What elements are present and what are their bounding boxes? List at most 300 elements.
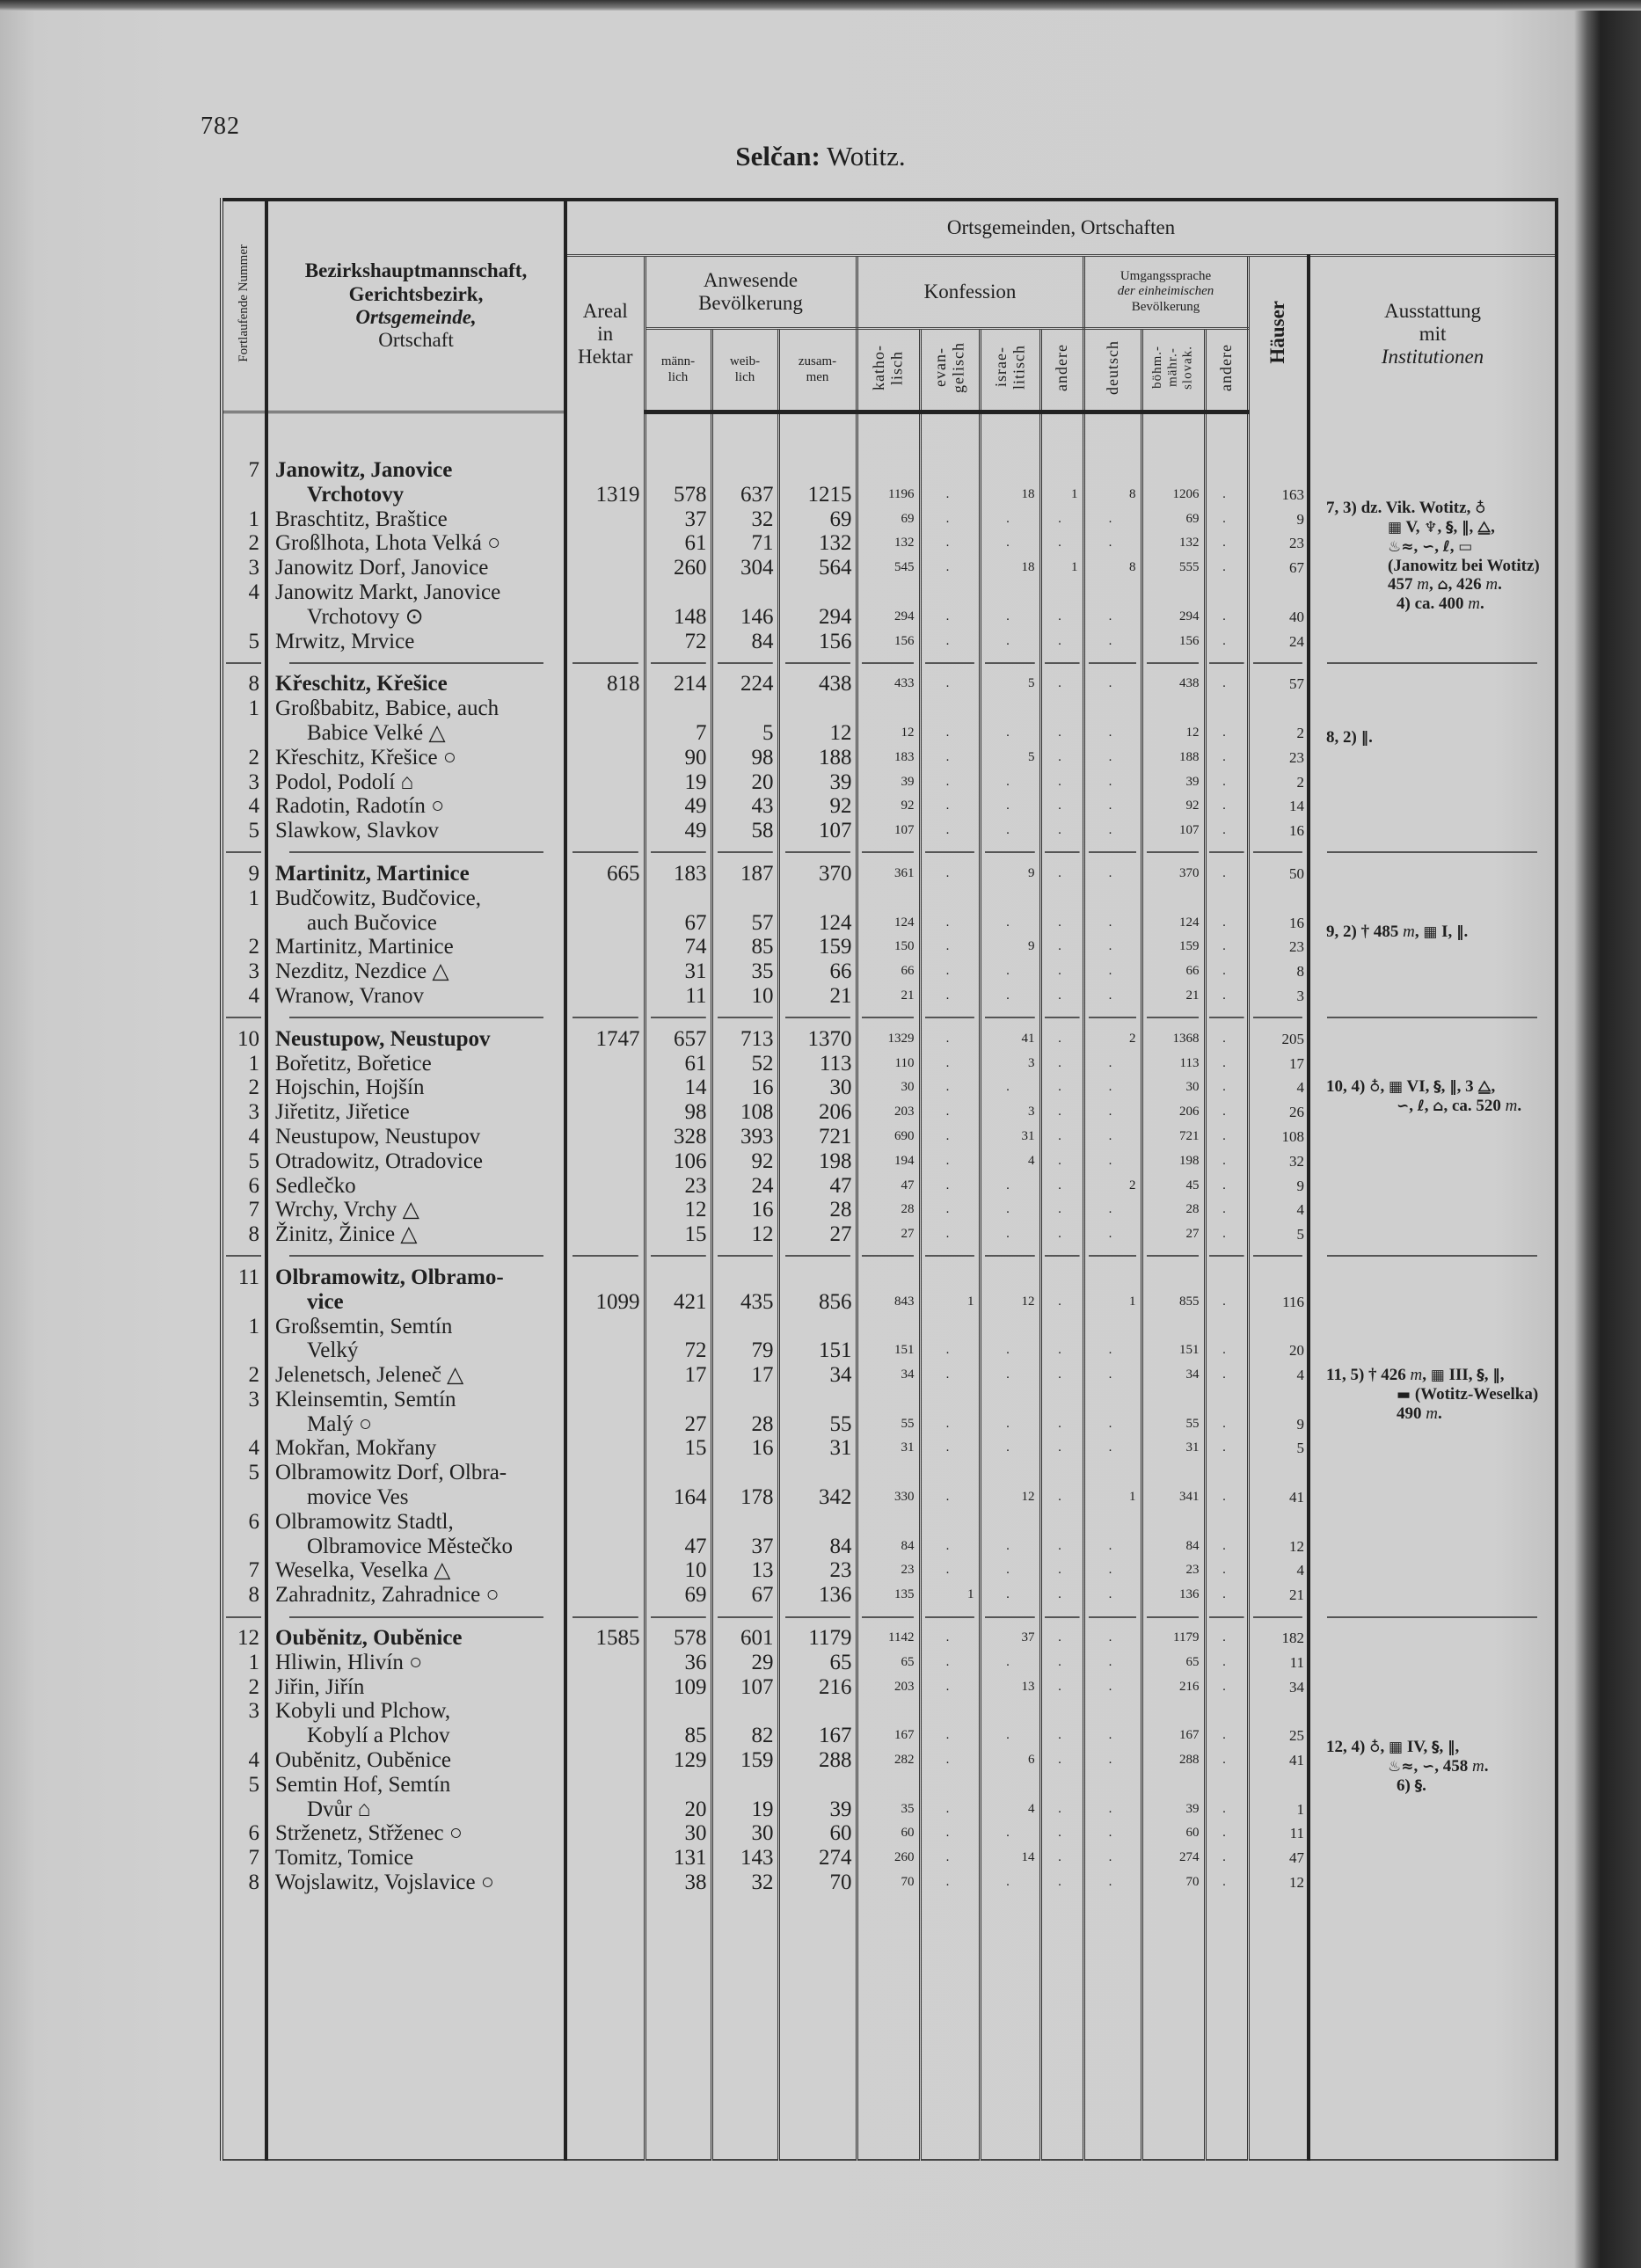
german-value: . [1083,770,1141,795]
other-confession-value: . [1040,959,1083,984]
facilities-note-text: , ca. 520 [1443,1096,1506,1115]
header-language-line: der einheimischen [1117,284,1214,299]
evangelical-value: . [920,556,980,580]
german-value: 1 [1083,1461,1141,1510]
catholic-value: 28 [857,1198,920,1222]
female-value: 637 [711,458,778,507]
place-name-line: Oubĕnitz, Oubĕnice [275,1626,463,1651]
female-value: 12 [711,1222,778,1247]
other-confession-value: . [1040,984,1083,1009]
separator-cell [1309,653,1557,672]
evangelical-value: . [920,1821,980,1846]
facilities-note-text: , [1440,1076,1450,1096]
area-hectares [565,984,645,1009]
court-icon: § [1414,1777,1423,1796]
other-language-value: . [1205,1100,1248,1125]
place-name-line: vice [307,1289,344,1314]
israelite-value: 41 [980,1027,1040,1052]
facilities-group [1310,1738,1555,1796]
other-confession-value: . [1040,1846,1083,1871]
catholic-value: 84 [857,1510,920,1559]
facilities-note-text: , [1434,537,1443,556]
total-value: 151 [778,1315,857,1364]
evangelical-value: . [920,746,980,770]
evangelical-value: . [920,1388,980,1437]
israelite-value: . [980,1436,1040,1461]
total-value: 438 [778,672,857,696]
running-head-court: Wotitz. [820,141,906,171]
houses-value: 16 [1248,819,1309,843]
header-male [645,329,711,412]
row-number: 5 [222,1773,266,1822]
male-value: 328 [645,1125,711,1149]
male-value: 19 [645,770,711,795]
facilities-note-line [1326,1757,1546,1776]
evangelical-value: . [920,1699,980,1748]
czech-value: 132 [1141,531,1205,556]
group-separator [222,1247,1557,1265]
facilities-note-text: , [1428,575,1438,594]
other-confession-value: . [1040,1198,1083,1222]
row-number: 8 [222,1583,266,1608]
catholic-value: 294 [857,580,920,630]
male-value: 214 [645,672,711,696]
facilities-note-text: , [1437,518,1446,536]
header-population-line: Anwesende [703,268,799,291]
other-language-value: . [1205,1558,1248,1583]
facilities-note-text: 6) [1397,1776,1415,1796]
male-value: 72 [645,630,711,654]
other-confession-value: . [1040,1558,1083,1583]
separator-cell [711,653,778,672]
facilities-note-text: , [1413,1757,1422,1776]
separator-cell [1309,843,1557,862]
total-value: 92 [778,794,857,819]
german-value: . [1083,1149,1141,1174]
place-name-line: Vrchotovy [307,482,405,507]
header-language-line: Bevölkerung [1131,299,1200,314]
header-facilities [1309,256,1557,412]
place-name-line: Oubĕnitz, Oubĕnice [275,1748,451,1773]
separator-cell [1248,653,1309,672]
place-name [266,1363,565,1388]
israelite-value: 13 [980,1675,1040,1700]
header-facilities-line: mit [1419,323,1447,346]
german-value: . [1083,1558,1141,1583]
evangelical-value: . [920,959,980,984]
row-number: 2 [222,1076,266,1100]
filler-cell [1083,1895,1141,2160]
czech-value: 55 [1141,1388,1205,1437]
catholic-value: 150 [857,935,920,959]
german-value: . [1083,819,1141,843]
houses-value: 23 [1248,935,1309,959]
place-name [266,1222,565,1247]
place-name [266,1558,565,1583]
place-name-line: Babice Velké △ [307,720,446,745]
place-name-line: Olbramowitz Stadtl, [275,1509,454,1534]
facilities-note-text: , [1449,537,1459,556]
steam-mill-icon: ♨≈ [1388,1758,1414,1776]
other-language-value: . [1205,984,1248,1009]
facilities-note-line [1326,575,1546,594]
male-value: 260 [645,556,711,580]
israelite-value: . [980,886,1040,936]
german-value: . [1083,1125,1141,1149]
separator-cell [1083,1608,1141,1626]
catholic-value: 545 [857,556,920,580]
place-name [266,886,565,936]
czech-value: 855 [1141,1265,1205,1315]
area-hectares [565,1675,645,1700]
place-name-line: Sedlečko [275,1173,356,1198]
total-value: 31 [778,1436,857,1461]
spacer-row [222,412,1557,459]
area-hectares [565,1198,645,1222]
german-value: . [1083,1583,1141,1608]
evangelical-value: . [920,1748,980,1773]
male-value: 47 [645,1510,711,1559]
israelite-value: . [980,1363,1040,1388]
filler-cell [222,1895,266,2160]
doctor-icon: ‖ [1492,1366,1500,1384]
other-language-value: . [1205,1149,1248,1174]
area-hectares: 1585 [565,1626,645,1651]
facilities-note-text: VI, [1403,1076,1434,1096]
facilities-note-text: , [1499,1365,1505,1384]
header-other-confession [1040,329,1083,412]
other-confession-value: . [1040,1363,1083,1388]
israelite-value: 4 [980,1773,1040,1822]
houses-value: 5 [1248,1436,1309,1461]
other-confession-value: . [1040,507,1083,532]
catholic-value: 31 [857,1436,920,1461]
evangelical-value: . [920,696,980,746]
unit-meters: m [1410,1365,1423,1384]
female-value: 146 [711,580,778,630]
row-number: 6 [222,1510,266,1559]
female-value: 143 [711,1846,778,1871]
houses-value: 41 [1248,1461,1309,1510]
czech-value: 34 [1141,1363,1205,1388]
female-value: 5 [711,696,778,746]
separator-cell [645,653,711,672]
evangelical-value: . [920,1174,980,1199]
area-hectares [565,1052,645,1076]
separator-cell [980,1608,1040,1626]
houses-value: 20 [1248,1315,1309,1364]
other-confession-value: . [1040,819,1083,843]
israelite-value: . [980,1174,1040,1199]
israelite-value: 31 [980,1125,1040,1149]
houses-value: 4 [1248,1198,1309,1222]
houses-value: 57 [1248,672,1309,696]
female-value: 393 [711,1125,778,1149]
facilities-note-text: , 426 [1448,575,1486,594]
place-name [266,696,565,746]
other-language-value: . [1205,1436,1248,1461]
area-hectares [565,696,645,746]
houses-value: 116 [1248,1265,1309,1315]
separator-cell [645,1608,711,1626]
separator-cell [920,1608,980,1626]
evangelical-value: . [920,1315,980,1364]
total-value: 370 [778,862,857,886]
place-name-line: Olbramowitz Dorf, Olbra- [275,1461,507,1485]
facilities-note-text: , [1469,518,1477,536]
female-value: 16 [711,1198,778,1222]
station-icon: ⌂ [1437,576,1448,594]
german-value: . [1083,1076,1141,1100]
place-name-line: Mrwitz, Mrvice [275,629,415,653]
place-name-line: Kleinsemtin, Semtín [275,1387,456,1411]
evangelical-value: . [920,630,980,654]
israelite-value: . [980,1076,1040,1100]
other-confession-value: . [1040,1076,1083,1100]
facilities-cell [1309,1265,1557,1608]
place-name [266,458,565,507]
facilities-note-text: , [1491,1076,1496,1096]
evangelical-value: . [920,580,980,630]
czech-value: 274 [1141,1846,1205,1871]
other-language-value: . [1205,1821,1248,1846]
other-confession-value: . [1040,1149,1083,1174]
header-other-confession-label: andere [1053,343,1071,391]
table-body [222,412,1557,2160]
place-name [266,819,565,843]
other-confession-value: . [1040,1626,1083,1651]
place-name [266,1846,565,1871]
unit-meters: m [1417,575,1429,594]
header-male-line: männ- [660,354,696,369]
total-value: 23 [778,1558,857,1583]
facilities-note-text: V, [1402,518,1425,536]
municipality-row [222,1626,1557,1651]
female-value: 187 [711,862,778,886]
row-number: 7 [222,458,266,507]
facilities-note-text: . [1484,1757,1489,1776]
israelite-value: . [980,1388,1040,1437]
area-hectares: 818 [565,672,645,696]
separator-cell [1141,1247,1205,1265]
catholic-value: 1142 [857,1626,920,1651]
catholic-value: 843 [857,1265,920,1315]
total-value: 107 [778,819,857,843]
row-number: 5 [222,1461,266,1510]
header-female [711,329,778,412]
evangelical-value: . [920,984,980,1009]
total-value: 198 [778,1149,857,1174]
houses-value: 47 [1248,1846,1309,1871]
separator-cell [1040,1009,1083,1027]
row-number: 2 [222,1363,266,1388]
other-confession-value: . [1040,1583,1083,1608]
houses-value: 12 [1248,1871,1309,1895]
other-confession-value: . [1040,1675,1083,1700]
houses-value: 1 [1248,1773,1309,1822]
place-name [266,1027,565,1052]
catholic-value: 151 [857,1315,920,1364]
header-german [1083,329,1141,412]
facilities-note [1310,1077,1555,1116]
houses-value: 34 [1248,1675,1309,1700]
separator-cell [565,843,645,862]
evangelical-value: . [920,1198,980,1222]
facilities-note-text: 490 [1397,1404,1426,1423]
separator-cell [222,653,266,672]
other-confession-value: . [1040,1436,1083,1461]
czech-value: 555 [1141,556,1205,580]
other-language-value: . [1205,886,1248,936]
filler-cell [1248,1895,1309,2160]
total-value: 39 [778,770,857,795]
houses-value: 14 [1248,794,1309,819]
male-value: 90 [645,746,711,770]
row-number: 8 [222,672,266,696]
male-value: 12 [645,1198,711,1222]
row-number: 4 [222,1436,266,1461]
total-value: 288 [778,1748,857,1773]
row-number: 2 [222,531,266,556]
other-language-value: . [1205,1675,1248,1700]
german-value: 2 [1083,1174,1141,1199]
separator-cell [711,1009,778,1027]
german-value: 8 [1083,458,1141,507]
total-value: 124 [778,886,857,936]
evangelical-value: . [920,1626,980,1651]
other-language-value: . [1205,1363,1248,1388]
court-icon: § [1477,1366,1484,1384]
male-value: 131 [645,1846,711,1871]
header-catholic-line: lisch [888,350,906,385]
catholic-value: 1329 [857,1027,920,1052]
catholic-value: 66 [857,959,920,984]
total-value: 60 [778,1821,857,1846]
houses-value: 23 [1248,746,1309,770]
facilities-note [1310,1738,1555,1796]
czech-value: 27 [1141,1222,1205,1247]
place-name-line: Jelenetsch, Jeleneč △ [275,1363,464,1388]
facilities-group [1310,923,1555,942]
male-value: 38 [645,1871,711,1895]
place-name-line: Kobylí a Plchov [307,1724,450,1748]
place-name-line: Křeschitz, Křešice ○ [275,745,456,769]
place-name [266,1461,565,1510]
israelite-value: . [980,1558,1040,1583]
czech-value: 206 [1141,1100,1205,1125]
facilities-note-text: . [1463,922,1469,941]
evangelical-value: 1 [920,1265,980,1315]
female-value: 304 [711,556,778,580]
total-value: 113 [778,1052,857,1076]
row-number: 3 [222,1100,266,1125]
unit-meters: m [1403,922,1415,941]
israelite-value: 3 [980,1052,1040,1076]
czech-value: 30 [1141,1076,1205,1100]
catholic-value: 110 [857,1052,920,1076]
czech-value: 12 [1141,696,1205,746]
header-serial-number [222,200,266,412]
catholic-value: 132 [857,531,920,556]
place-name [266,746,565,770]
facilities-note-text: (Wotitz-Weselka) [1411,1384,1539,1404]
czech-value: 45 [1141,1174,1205,1199]
place-name [266,531,565,556]
czech-value: 66 [1141,959,1205,984]
group-separator [222,843,1557,862]
israelite-value: . [980,630,1040,654]
area-hectares [565,1125,645,1149]
israelite-value: 9 [980,935,1040,959]
catholic-value: 124 [857,886,920,936]
other-confession-value: . [1040,1100,1083,1125]
place-name-line: Malý ○ [307,1411,373,1436]
czech-value: 1179 [1141,1626,1205,1651]
separator-cell [1248,843,1309,862]
place-name-line: Křeschitz, Křešice [275,672,448,696]
houses-value: 24 [1248,630,1309,654]
israelite-value: . [980,580,1040,630]
houses-value: 2 [1248,770,1309,795]
separator-cell [1141,1608,1205,1626]
other-confession-value: 1 [1040,556,1083,580]
separator-cell [222,1608,266,1626]
other-confession-value: . [1040,1871,1083,1895]
other-language-value: . [1205,1871,1248,1895]
area-hectares [565,507,645,532]
place-name-line: Martinitz, Martinice [275,861,470,886]
filler-cell [980,1895,1040,2160]
czech-value: 370 [1141,862,1205,886]
male-value: 49 [645,819,711,843]
area-hectares [565,1436,645,1461]
other-language-value: . [1205,458,1248,507]
header-facilities-line: Ausstattung [1384,299,1481,322]
czech-value: 92 [1141,794,1205,819]
evangelical-value: . [920,935,980,959]
evangelical-value: . [920,672,980,696]
running-head-district: Selčan: [735,141,820,171]
female-value: 98 [711,746,778,770]
separator-cell [920,653,980,672]
german-value: . [1083,1626,1141,1651]
male-value: 67 [645,886,711,936]
facilities-note-text: , [1380,1738,1389,1757]
separator-cell [1083,843,1141,862]
facilities-note-line [1326,557,1546,575]
male-value: 657 [645,1027,711,1052]
other-confession-value: . [1040,1174,1083,1199]
facilities-note-line [1326,518,1546,537]
israelite-value: . [980,984,1040,1009]
place-name-line: Otradowitz, Otradovice [275,1149,484,1173]
place-name-line: Wranow, Vranov [275,983,424,1008]
male-value: 37 [645,507,711,532]
facilities-note-text: . [1498,575,1502,594]
place-name [266,1100,565,1125]
german-value: . [1083,1100,1141,1125]
german-value: . [1083,531,1141,556]
houses-value: 5 [1248,1222,1309,1247]
place-name [266,1149,565,1174]
catholic-value: 194 [857,1149,920,1174]
row-number: 2 [222,935,266,959]
evangelical-value: . [920,886,980,936]
school-icon: ▦ [1389,1739,1404,1757]
other-confession-value: . [1040,696,1083,746]
catholic-value: 433 [857,672,920,696]
facilities-cell [1309,672,1557,843]
